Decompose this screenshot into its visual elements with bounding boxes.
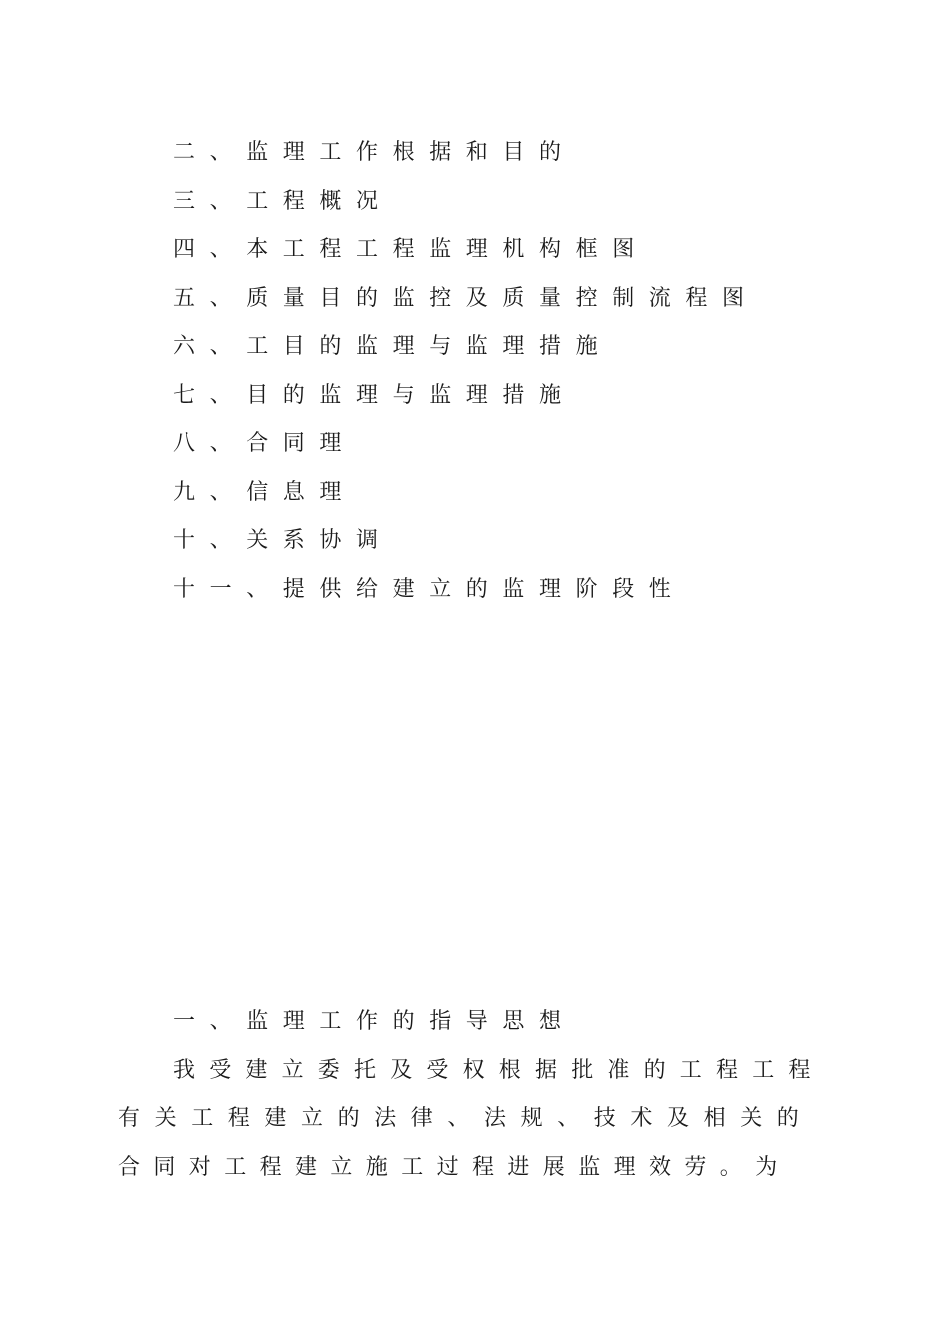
section-heading: 一、监理工作的指导思想 bbox=[173, 1009, 576, 1034]
toc-item-7: 七、目的监理与监理措施 bbox=[173, 382, 576, 408]
toc-item-3: 三、工程概况 bbox=[173, 188, 393, 214]
table-of-contents bbox=[173, 134, 759, 619]
toc-item-10: 十、关系协调 bbox=[173, 528, 393, 553]
toc-item-9: 九、信息理 bbox=[173, 479, 357, 505]
body-paragraph-line: 我受建立委托及受权根据批准的工程工程 bbox=[173, 1058, 825, 1083]
toc-item-8: 八、合同理 bbox=[173, 431, 357, 456]
toc-item-2: 二、监理工作根据和目的 bbox=[173, 140, 576, 165]
toc-item-4: 四、本工程工程监理机构框图 bbox=[173, 237, 649, 262]
toc-item-6: 六、工目的监理与监理措施 bbox=[173, 334, 613, 359]
body-paragraph-line: 有关工程建立的法律、法规、技术及相关的 bbox=[118, 1106, 814, 1131]
toc-item-11: 十一、提供给建立的监理阶段性 bbox=[173, 576, 686, 602]
body-paragraph-line: 合同对工程建立施工过程进展监理效劳。为 bbox=[118, 1155, 791, 1180]
toc-item-5: 五、质量目的监控及质量控制流程图 bbox=[173, 285, 759, 311]
